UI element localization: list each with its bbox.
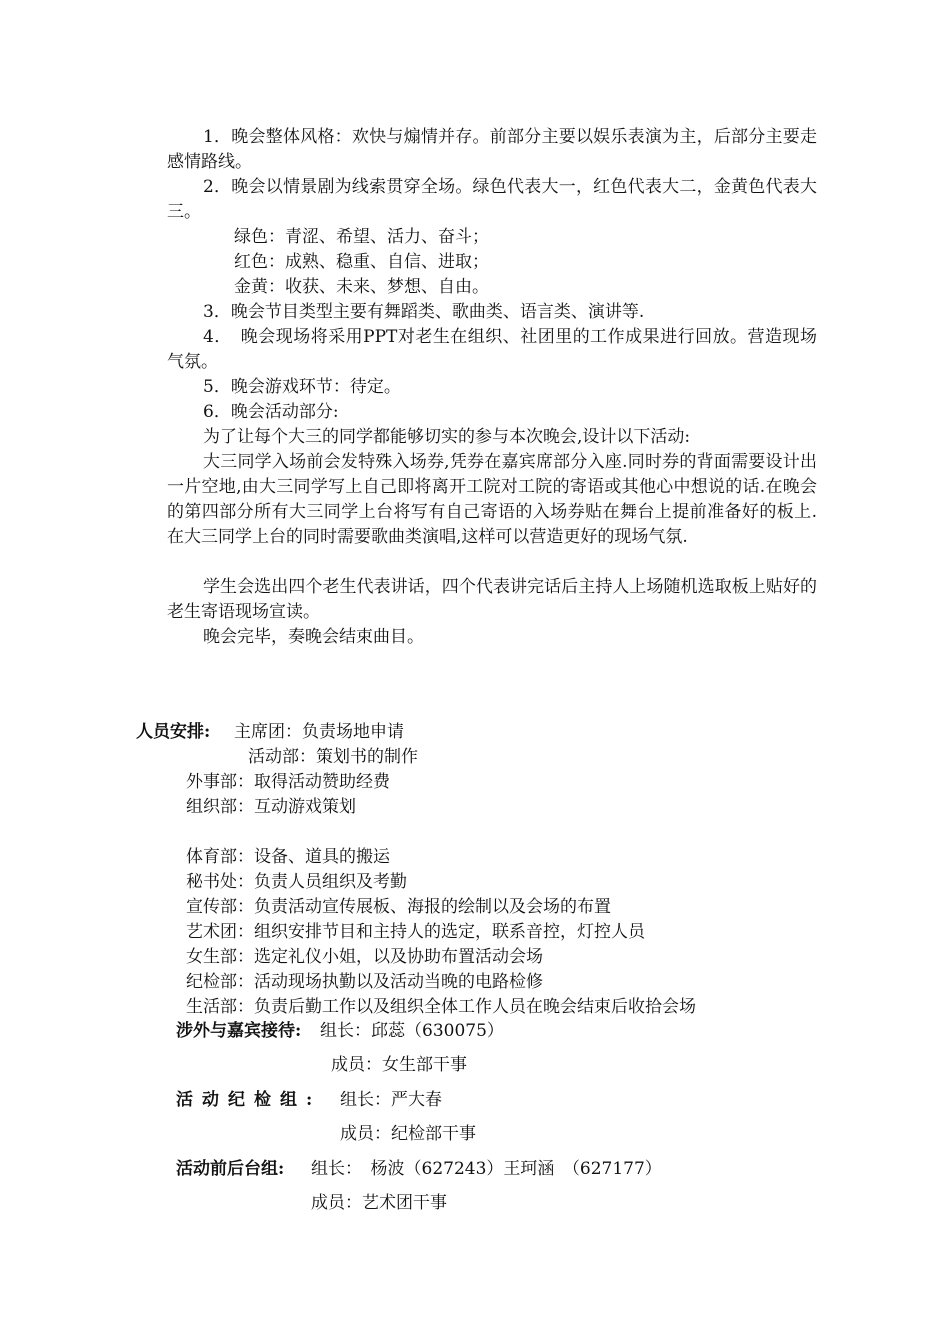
staff-assignment: 组织部：互动游戏策划 [186,797,356,817]
group-reception-leader: 组长：邱蕊（630075） [320,1021,504,1041]
staff-assignment: 外事部：取得活动赞助经费 [186,772,390,792]
activity-closing: 晚会完毕，奏晚会结束曲目。 [203,627,424,647]
color-red-meaning: 红色：成熟、稳重、自信、进取； [234,252,489,272]
activity-intro: 为了让每个大三的同学都能够切实的参与本次晚会,设计以下活动: [203,427,691,447]
staff-assignment: 秘书处：负责人员组织及考勤 [186,872,407,892]
plan-item-ppt: 4． 晚会现场将采用PPT对老生在组织、社团里的工作成果进行回放。营造现场气氛。 [167,327,817,372]
plan-item-style: 1．晚会整体风格：欢快与煽情并存。前部分主要以娱乐表演为主，后部分主要走感情路线。 [167,127,817,172]
group-reception-label: 涉外与嘉宾接待: [176,1021,302,1041]
staff-assignment: 体育部：设备、道具的搬运 [186,847,390,867]
staff-assignment: 生活部：负责后勤工作以及组织全体工作人员在晚会结束后收拾会场 [186,997,696,1017]
group-discipline-label: 活动纪检组: [176,1090,322,1110]
plan-item-activities: 6．晚会活动部分: [203,402,339,422]
group-reception-members: 成员：女生部干事 [331,1055,467,1075]
group-discipline-members: 成员：纪检部干事 [340,1124,476,1144]
staff-assignment: 艺术团：组织安排节目和主持人的选定，联系音控，灯控人员 [186,922,645,942]
staffing-heading: 人员安排: [136,722,211,742]
staff-assignment: 纪检部：活动现场执勤以及活动当晚的电路检修 [186,972,543,992]
staff-assignment: 女生部：选定礼仪小姐，以及协助布置活动会场 [186,947,543,967]
plan-item-theme: 2．晚会以情景剧为线索贯穿全场。绿色代表大一，红色代表大二，金黄色代表大三。 [167,177,817,222]
staff-assignment: 主席团：负责场地申请 [234,722,404,742]
activity-speeches: 学生会选出四个老生代表讲话，四个代表讲完话后主持人上场随机选取板上贴好的老生寄语现场宣读。 [167,577,817,622]
activity-ticket-description: 大三同学入场前会发特殊入场券,凭券在嘉宾席部分入座.同时券的背面需要设计出一片空地,由大三同学写上自己即将离开工院对工院的寄语或其他心中想说的话.在晚会的第四部分所有大三同学上台将写有自己寄语的入场券贴在舞台上提前准备好的板上.在大三同学上台的同时需要歌曲类演唱,这样可以营造更好的现场气氛. [167,452,817,547]
group-discipline-leader: 组长：严大春 [340,1090,442,1110]
plan-item-games: 5．晚会游戏环节：待定。 [203,377,401,397]
color-gold-meaning: 金黄：收获、未来、梦想、自由。 [234,277,489,297]
color-green-meaning: 绿色：青涩、希望、活力、奋斗； [234,227,489,247]
staff-assignment: 活动部：策划书的制作 [248,747,418,767]
staff-assignment: 宣传部：负责活动宣传展板、海报的绘制以及会场的布置 [186,897,611,917]
group-backstage-members: 成员：艺术团干事 [311,1193,447,1213]
group-backstage-leader: 组长： 杨波（627243）王珂涵 （627177） [311,1159,662,1179]
group-backstage-label: 活动前后台组: [176,1159,285,1179]
plan-item-program-types: 3．晚会节目类型主要有舞蹈类、歌曲类、语言类、演讲等. [203,302,645,322]
